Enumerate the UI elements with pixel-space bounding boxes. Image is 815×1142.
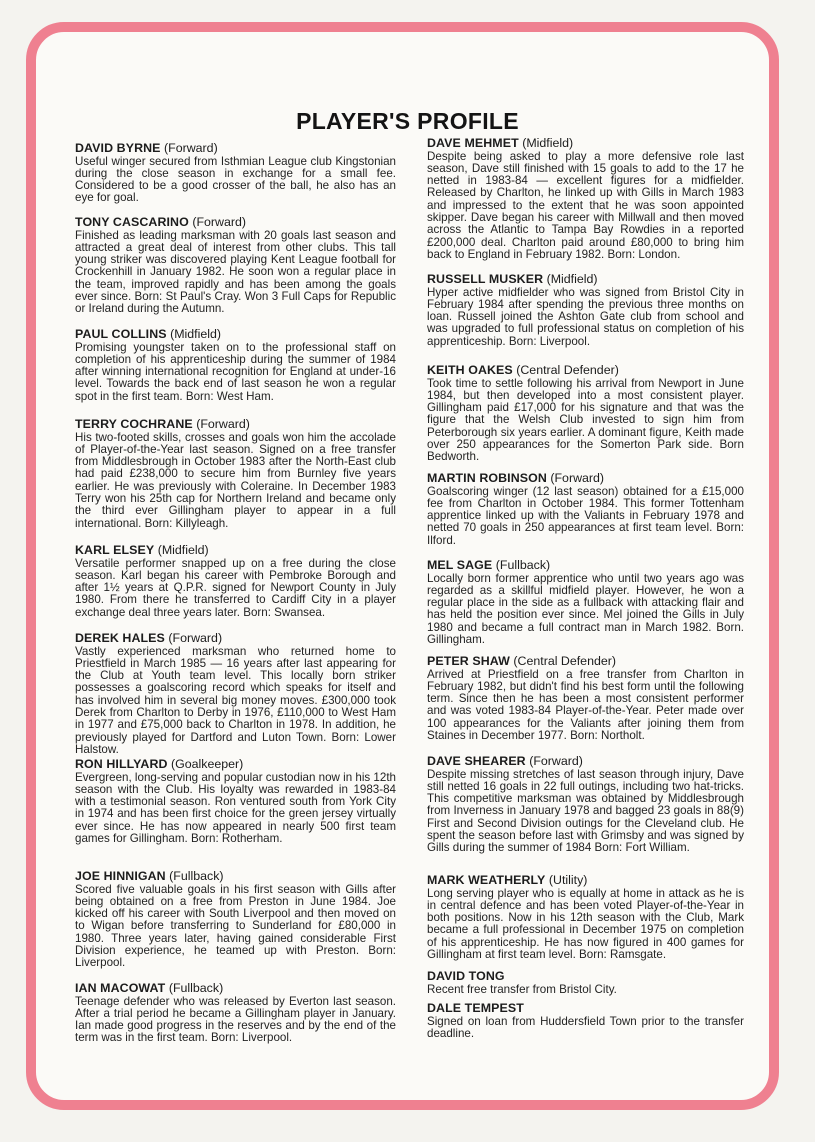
player-bio: Teenage defender who was released by Everton last season. After a trial period he became a Gillingham player in January. Ian made good progress in the reserves and by the end of the term was in the first team. Born: Liverpool. [75, 994, 396, 1045]
player-bio: Recent free transfer from Bristol City. [427, 982, 617, 996]
player-name: DEREK HALES [75, 631, 165, 645]
player-position: (Midfield) [522, 136, 574, 150]
player-name: PETER SHAW [427, 654, 510, 668]
player-bio: Despite missing stretches of last season through injury, Dave still netted 16 goals in 22 full outings, including two hat-tricks. This competitive marksman was obtained by Middlesbrough from Inverness in January 1978 and bagged 23 goals in 88(9) First and Second Division outings for the Cleveland club. He spent the season before last with Grimsby and was signed by Gills during the summer of 1984 Born: Fort William. [427, 767, 744, 855]
player-heading [427, 273, 744, 287]
player-bio: Scored five valuable goals in his first season with Gills after being obtained on a free from Preston in June 1984. Joe kicked off his career with South Liverpool and then moved on to Wigan before transferring to Sunderland for £80,000 in 1980. Three years later, having gained considerable First Division experience, he teamed up with Preston. Born: Liverpool. [75, 882, 396, 970]
player-position: (Midfield) [170, 327, 222, 341]
player-profile [427, 655, 744, 742]
player-name: RUSSELL MUSKER [427, 272, 544, 286]
player-profile [427, 559, 744, 646]
player-profile [427, 273, 744, 348]
player-name: MEL SAGE [427, 558, 493, 572]
player-bio: Hyper active midfielder who was signed from Bristol City in February 1984 after spending the previous three months on loan. Russell joined the Ashton Gate club from school and was upgraded to full professional status on completion of his apprenticeship. Born: Liverpool. [427, 285, 744, 348]
player-name: KEITH OAKES [427, 363, 513, 377]
player-position: (Forward) [168, 631, 223, 645]
player-profile [75, 418, 396, 530]
player-name: DALE TEMPEST [427, 1001, 524, 1015]
player-bio: Vastly experienced marksman who returned home to Priestfield in March 1985 — 16 years after last appearing for the Club at Youth team level. This locally born striker possesses a goalscoring record which speaks for itself and has involved him in several big money moves. £300,000 took Derek from Charlton to Derby in 1976, £110,000 to West Ham in 1977 and £75,000 back to Charlton in 1978. In addition, he previously played for Dartford and Luton Town. Born: Lower Halstow. [75, 644, 396, 756]
player-position: (Fullback) [495, 558, 551, 572]
player-heading [75, 418, 396, 432]
player-name: MARTIN ROBINSON [427, 471, 547, 485]
player-profile [427, 472, 744, 547]
player-heading [427, 655, 744, 669]
player-heading [427, 472, 744, 486]
player-position: (Forward) [550, 471, 605, 485]
player-profile [75, 216, 396, 316]
player-bio: Locally born former apprentice who until two years ago was regarded as a skillful midfield player. However, he won a regular place in the side as a fullback with attacking flair and has held the position ever since. Mel joined the Gills in July 1980 and became a full contract man in March 1982. Born. Gillingham. [427, 571, 744, 646]
player-profile [427, 874, 744, 961]
player-position: (Utility) [548, 873, 588, 887]
player-bio: His two-footed skills, crosses and goals won him the accolade of Player-of-the-Year last season. Signed on a free transfer from Middlesbrough in October 1983 after the North-East club had paid £238,000 to secure him from Burnley five years earlier. He was previously with Coleraine. In December 1983 Terry won his 25th cap for Northern Ireland and became only the third ever Gillingham player to appear in a full international. Born: Killyleagh. [75, 430, 396, 530]
player-bio: Finished as leading marksman with 20 goals last season and attracted a great deal of interest from other clubs. This tall young striker was discovered playing Kent League football for Crockenhill in January 1982. He soon won a regular place in the team, improved rapidly and has been among the goals ever since. Born: St Paul's Cray. Won 3 Full Caps for Republic or Ireland during the Autumn. [75, 228, 396, 316]
player-heading [427, 970, 744, 984]
player-position: (Forward) [164, 141, 218, 155]
player-heading [427, 1002, 744, 1016]
player-heading [427, 364, 744, 378]
player-heading [427, 559, 744, 573]
page-title: PLAYER'S PROFILE [296, 108, 519, 134]
player-heading [75, 142, 396, 156]
player-heading [427, 137, 744, 151]
player-position: (Central Defender) [516, 363, 619, 377]
player-profile [75, 982, 396, 1045]
player-profile [75, 328, 396, 403]
player-position: (Forward) [196, 417, 250, 431]
player-profile [75, 632, 396, 756]
player-name: DAVE MEHMET [427, 136, 519, 150]
player-bio: Useful winger secured from Isthmian League club Kingstonian during the close season in exchange for a small fee. Considered to be a good crosser of the ball, he also has an eye for goal. [75, 154, 396, 205]
player-bio: Signed on loan from Huddersfield Town prior to the transfer deadline. [427, 1014, 744, 1040]
player-heading [75, 216, 396, 230]
player-name: TONY CASCARINO [75, 215, 189, 229]
player-bio: Arrived at Priestfield on a free transfer from Charlton in February 1982, but didn't find his best form until the following term. Since then he has been a most consistent performer and was voted 1983-84 Player-of-the-Year. Peter made over 100 appearances for the Valiants after joining them from Staines in December 1977. Born: Northolt. [427, 667, 744, 742]
player-name: JOE HINNIGAN [75, 869, 166, 883]
player-name: RON HILLYARD [75, 757, 168, 771]
player-heading [75, 758, 396, 772]
player-name: DAVID TONG [427, 969, 505, 983]
player-heading [75, 632, 396, 646]
player-profile [427, 364, 744, 464]
player-profile [427, 1002, 744, 1040]
player-heading [427, 755, 744, 769]
player-bio: Despite being asked to play a more defensive role last season, Dave still finished with 15 goals to add to the 17 he netted in 1983-84 — excellent figures for a midfielder. Released by Charlton, he linked up with Gills in March 1983 and impressed to the extent that he was soon appointed skipper. Dave began his career with Millwall and then moved across the Atlantic to Tampa Bay Rowdies in a reported £200,000 deal. Charlton paid around £80,000 to bring him back to England in February 1982. Born: London. [427, 149, 744, 261]
player-heading [75, 328, 396, 342]
player-name: TERRY COCHRANE [75, 417, 193, 431]
player-profile [75, 758, 396, 845]
player-position: (Forward) [529, 754, 583, 768]
player-name: DAVID BYRNE [75, 141, 161, 155]
player-profile [427, 137, 744, 261]
player-bio: Promising youngster taken on to the professional staff on completion of his apprenticeship during the summer of 1984 after winning international recognition for England at under-16 level. Towards the back end of last season he won a regular spot in the first team. Born: West Ham. [75, 340, 396, 403]
player-profile [75, 870, 396, 970]
player-position: (Goalkeeper) [171, 757, 244, 771]
player-bio: Evergreen, long-serving and popular custodian now in his 12th season with the Club. His loyalty was rewarded in 1983-84 with a testimonial season. Ron ventured south from York City in 1974 and has been first choice for the green jersey virtually ever since. He has now appeared in nearly 500 first team games for Gillingham. Born: Rotherham. [75, 770, 396, 845]
player-heading [75, 982, 396, 996]
player-profile [75, 544, 396, 619]
player-position: (Fullback) [168, 981, 224, 995]
player-position: (Midfield) [546, 272, 598, 286]
player-heading [75, 870, 396, 884]
player-heading [427, 874, 744, 888]
player-bio: Versatile performer snapped up on a free during the close season. Karl began his career with Pembroke Borough and after 1½ years at Q.P.R. signed for Newport County in July 1980. From there he transferred to Cardiff City in a player exchange deal three years later. Born: Swansea. [75, 556, 396, 619]
player-name: IAN MACOWAT [75, 981, 166, 995]
player-profile [427, 970, 744, 996]
player-heading [75, 544, 396, 558]
player-bio: Long serving player who is equally at home in attack as he is in central defence and has been voted Player-of-the-Year in both positions. Now in his 12th season with the Club, Mark became a full professional in December 1975 on completion of his apprenticeship. He has now figured in 400 games for Gillingham at first team level. Born: Ramsgate. [427, 886, 744, 961]
player-position: (Midfield) [157, 543, 209, 557]
player-profile [75, 142, 396, 205]
player-position: (Fullback) [169, 869, 224, 883]
player-position: (Forward) [192, 215, 247, 229]
player-bio: Took time to settle following his arrival from Newport in June 1984, but then developed into a most consistent player. Gillingham paid £17,000 for his signature and that was the figure that the Welsh Club invested to sign him from Peterborough six years earlier. A dominant figure, Keith made over 250 appearances for the Somerton Park side. Born Bedworth. [427, 376, 744, 464]
player-bio: Goalscoring winger (12 last season) obtained for a £15,000 fee from Charlton in October 1984. This former Tottenham apprentice linked up with the Valiants in February 1978 and netted 70 goals in 250 appearances at first team level. Born: Ilford. [427, 484, 744, 547]
player-name: DAVE SHEARER [427, 754, 526, 768]
player-profile [427, 755, 744, 855]
player-name: PAUL COLLINS [75, 327, 167, 341]
player-name: MARK WEATHERLY [427, 873, 546, 887]
player-position: (Central Defender) [513, 654, 617, 668]
player-name: KARL ELSEY [75, 543, 155, 557]
